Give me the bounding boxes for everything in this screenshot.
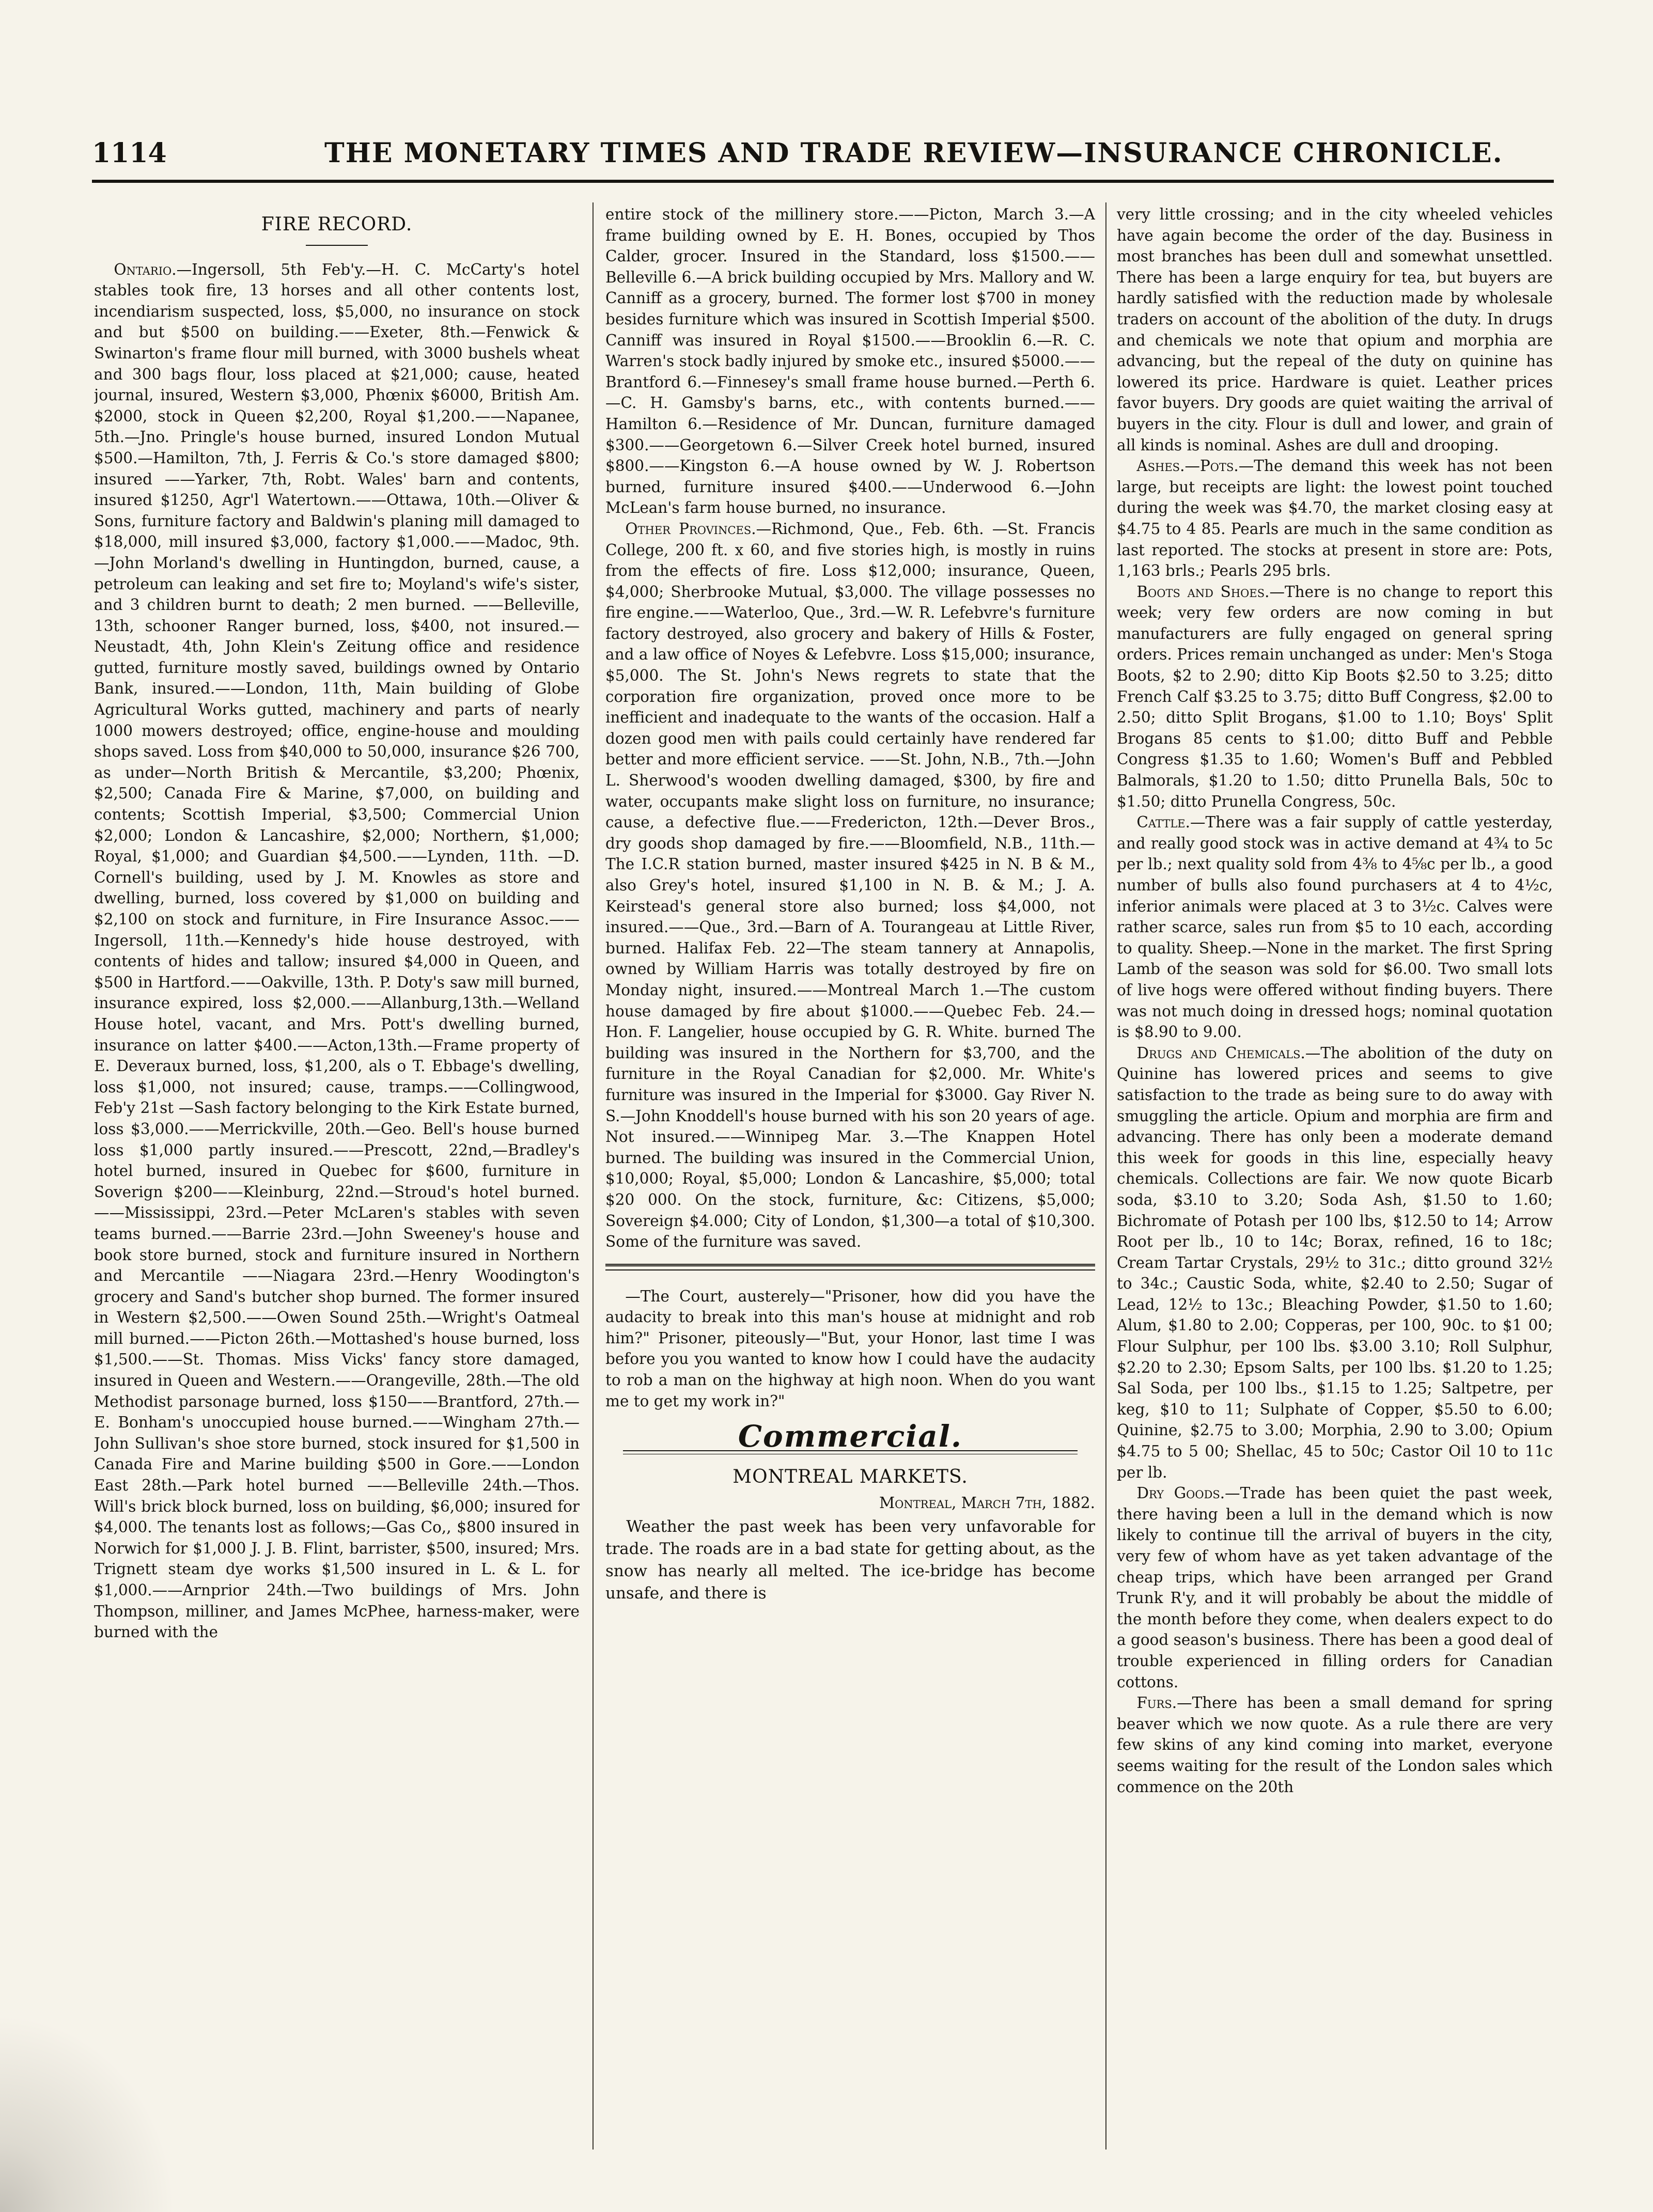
page-header	[92, 133, 1554, 175]
article-paragraph: Weather the past week has been very unfavorable for trade. The roads are in a bad state for getting about, as the snow has nearly all melted. The ice-bridge has become unsafe, and there is	[605, 1517, 1095, 1603]
paragraph-text: —Trade has been quiet the past week, there having been a lull in the demand which is now likely to continue till the arrival of buyers in the city, very few of whom have as yet taken advantage of the cheap trips, which have been arranged per Grand Trunk R'y, and it will probably be about the middle of the month before they come, when dealers expect to do a good season's business. There has been a good deal of trouble experienced in filling orders for Canadian cottons.	[1117, 1484, 1553, 1691]
column-divider	[592, 202, 594, 2150]
market-lead: Drugs and Chemicals.	[1136, 1044, 1305, 1062]
column-fire-record-continued	[605, 204, 1095, 2156]
paragraph-text: —The abolition of the duty on Quinine has lowered prices and seems to give satisfaction to the trade as being sure to do away with smuggling the article. Opium and morphia are firm and advancing. There has only been a moderate demand this week for goods in this line, especially heavy chemicals. Collections are fair. We now quote Bicarb soda, $3.10 to 3.20; Soda Ash, $1.50 to 1.60; Bichromate of Potash per 100 lbs, $12.50 to 14; Arrow Root per lb., 10 to 14c; Borax, refined, 16 to 18c; Cream Tartar Crystals, 29½ to 31c.; ditto ground 32½ to 34c.; Caustic Soda, white, $2.40 to 2.50; Sugar of Lead, 12½ to 13c.; Bleaching Powder, $1.50 to 1.60; Alum, $1.80 to 2.00; Copperas, per 100, 90c. to $1 00; Flour Sulphur, per 100 lbs. $3.00 3.10; Roll Sulphur, $2.20 to 2.30; Epsom Salts, per 100 lbs. $1.20 to 1.25; Sal Soda, per 100 lbs., $1.15 to 1.25; Saltpetre, per keg, $10 to 11; Sulphate of Copper, $5.50 to 6.00; Quinine, $2.75 to 3.00; Morphia, 2.90 to 3.00; Opium $4.75 to 5 00; Shellac, 45 to 50c; Castor Oil 10 to 11c per lb.	[1117, 1044, 1553, 1481]
boots-paragraph	[1117, 582, 1553, 812]
markets-title: MONTREAL MARKETS.	[732, 1466, 968, 1487]
paragraph-text: —There was a fair supply of cattle yesterday, and really good stock was in active demand at 4¾ to 5c per lb.; next quality sold from 4⅜ to 4⅝c per lb., a good number of bulls also found purchasers at 4 to 4½c, inferior animals were placed at 3 to 3½c. Calves were rather scarce, sales run from $5 to 10 each, according to quality. Sheep.—None in the market. The first Spring Lamb of the season was sold for $6.00. Two small lots of live hogs were offered without finding buyers. There was not much doing in dressed hogs; nominal quotation is $8.90 to 9.00.	[1117, 813, 1553, 1041]
drugs-paragraph	[1117, 1043, 1553, 1483]
article-paragraph: very little crossing; and in the city wheeled vehicles have again become the order of the day. Business in most branches has been dull and somewhat unsettled. There has been a large enquiry for tea, but buyers are hardly satisfied with the reduction made by wholesale traders on account of the abolition of the duty. In drugs and chemicals we note that opium and morphia are advancing, but the repeal of the duty on quinine has lowered its price. Hardware is quiet. Leather prices favor buyers. Dry goods are quiet waiting the arrival of buyers in the city. Flour is dull and lower, and grain of all kinds is nominal. Ashes are dull and drooping.	[1117, 206, 1553, 454]
region-lead: Other Provinces.	[625, 520, 756, 538]
column-divider	[1105, 202, 1106, 2150]
page-number: 1114	[92, 137, 167, 169]
commercial-heading: Commercial.	[738, 1419, 963, 1454]
region-lead: Ontario.	[114, 260, 177, 278]
article-paragraph	[605, 519, 1095, 1252]
page-smudge	[0, 2014, 176, 2212]
paragraph-text: —There is no change to report this week; very few orders are now coming in but manufacturers are fully engaged on general spring orders. Prices remain unchanged as under: Men's Stoga Boots, $2 to 2.90; ditto Kip Boots $2.50 to 3.25; ditto French Calf $3.25 to 3.75; ditto Buff Congress, $2.00 to 2.50; ditto Split Brogans, $1.00 to 1.10; Boys' Split Brogans 85 cents to $1.00; ditto Buff and Pebble Congress $1.35 to 1.60; Women's Buff and Pebbled Balmorals, $1.20 to 1.50; ditto Prunella Bals, 50c to $1.50; ditto Prunella Congress, 50c.	[1117, 583, 1553, 810]
ashes-paragraph	[1117, 456, 1553, 582]
market-lead: Furs.	[1136, 1694, 1177, 1712]
article-paragraph: entire stock of the millinery store.——Picton, March 3.—A frame building owned by E. H. Bones, occupied by Thos Calder, grocer. Insured in the Standard, loss $1500.——Belleville 6.—A brick building occupied by Mrs. Mallory and W. Canniff as a grocery, burned. The former lost $700 in money besides furniture which was insured in Scottish Imperial $500. Canniff was insured in Royal $1500.——Brooklin 6.—R. C. Warren's stock badly injured by smoke etc., insured $5000.——Brantford 6.—Finnesey's small frame house burned.—Perth 6.—C. H. Gamsby's barns, etc., with contents burned.——Hamilton 6.—Residence of Mr. Duncan, furniture damaged $300.——Georgetown 6.—Silver Creek hotel burned, insured $800.——Kingston 6.—A house owned by W. J. Robertson burned, furniture insured $400.——Underwood 6.—John McLean's farm house burned, no insurance.	[605, 206, 1095, 517]
double-rule	[605, 1264, 1095, 1270]
header-rule	[92, 180, 1554, 183]
section-title: FIRE RECORD.	[261, 214, 413, 235]
dry-goods-paragraph	[1117, 1483, 1553, 1692]
market-lead: Dry Goods.	[1136, 1484, 1225, 1502]
dateline: Montreal, March 7th, 1882.	[879, 1494, 1095, 1512]
paragraph-text: —The demand this week has not been large, but receipts are light: the lowest point touched during the week was $4.70, the market closing easy at $4.75 to 4 85. Pearls are much in the same condition as last reported. The stocks at present in store are: Pots, 1,163 brls.; Pearls 295 brls.	[1117, 457, 1553, 580]
paragraph-text: —There has been a small demand for spring beaver which we now quote. As a rule there are very few skins of any kind coming into market, everyone seems waiting for the result of the London sales which commence on the 20th	[1117, 1694, 1553, 1796]
anecdote-paragraph: —The Court, austerely—"Prisoner, how did you have the audacity to break into this man's house at midnight and rob him?" Prisoner, piteously—"But, your Honor, last time I was before you you wanted to know how I could have the audacity to rob a man on the highway at high noon. When do you want me to get my work in?"	[605, 1287, 1095, 1410]
market-lead: Boots and Shoes.	[1136, 583, 1270, 601]
paragraph-text: —Richmond, Que., Feb. 6th. —St. Francis College, 200 ft. x 60, and five stories high, is mostly in ruins from the effects of fire. Loss $12,000; insurance, Queen, $4,000; Sherbrooke Mutual, $3,000. The village possesses no fire engine.——Waterloo, Que., 3rd.—W. R. Lefebvre's furniture factory destroyed, also grocery and bakery of Hills & Foster, and a law office of Noyes & Lefebvre. Loss $15,000; insurance, $5,000. The St. John's News regrets to state that the corporation fire organization, proved once more to be inefficient and inadequate to the wants of the occasion. Half a dozen good men with pails could certainly have rendered far better and more efficient service. ——St. John, N.B., 7th.—John L. Sherwood's wooden dwelling damaged, $300, by fire and water, occupants make slight loss on furniture, no insurance; cause, a defective flue.——Fredericton, 12th.—Dever Bros., dry goods shop damaged by fire.——Bloomfield, N.B., 11th.—The I.C.R station burned, master insured $425 in N. B & M., also Grey's hotel, insured $1,100 in N. B. & M.; J. A. Keirstead's general store also burned; loss $4,000, not insured.——Que., 3rd.—Barn of A. Tourangeau at Little River, burned. Halifax Feb. 22—The steam tannery at Annapolis, owned by William Harris was totally destroyed by fire on Monday night, insured.——Montreal March 1.—The custom house damaged by fire about $1000.——Quebec Feb. 24.—Hon. F. Langelier, house occupied by G. R. White. burned The building was insured in the Northern for $3,700, and the furniture in the Royal Canadian for $2,000. Mr. White's furniture was insured in the Imperial for $3000. Gay River N. S.—John Knoddell's house burned with his son 20 years of age. Not insured.——Winnipeg Mar. 3.—The Knappen Hotel burned. The building was insured in the Commercial Union, $10,000; Royal, $5,000; London & Lancashire, $5,000; total $20 000. On the stock, furniture, &c: Citizens, $5,000; Sovereign $4.000; City of London, $1,300—a total of $10,300. Some of the furniture was saved.	[605, 520, 1095, 1251]
paragraph-text: —Ingersoll, 5th Feb'y.—H. C. McCarty's hotel stables took fire, 13 horses and all other contents lost, incendiarism suspected, loss, $5,000, no insurance on stock and but $500 on building.——Exeter, 8th.—Fenwick & Swinarton's frame flour mill burned, with 3000 bushels wheat and 300 bags flour, loss placed at $21,000; cause, heated journal, insured, Western $3,000, Phœnix $6000, British Am. $2000, stock in Queen $2,200, Royal $1,200.——Napanee, 5th.—Jno. Pringle's house burned, insured London Mutual $500.—Hamilton, 7th, J. Ferris & Co.'s store damaged $800; insured ——Yarker, 7th, Robt. Wales' barn and contents, insured $1250, Agr'l Watertown.——Ottawa, 10th.—Oliver & Sons, furniture factory and Baldwin's planing mill damaged to $18,000, mill insured $3,000, factory $1,000.——Madoc, 9th.—John Morland's dwelling in Huntingdon, burned, cause, a petroleum can leaking and set fire to; Moyland's wife's sister, and 3 children burnt to death; 2 men burned. ——Belleville, 13th, schooner Ranger burned, loss, $400, not insured.—Neustadt, 4th, John Klein's Zeitung office and residence gutted, furniture mostly saved, buildings owned by Ontario Bank, insured.——London, 11th, Main building of Globe Agricultural Works gutted, machinery and parts of nearly 1000 mowers destroyed; office, engine-house and moulding shops saved. Loss from $40,000 to 50,000, insurance $26 700, as under—North British & Mercantile, $3,200; Phœnix, $2,500; Canada Fire & Marine, $7,000, on building and contents; Scottish Imperial, $3,500; Commercial Union $2,000; London & Lancashire, $2,000; Northern, $1,000; Royal, $1,000; and Guardian $4,500.——Lynden, 11th. —D. Cornell's building, used by J. M. Knowles as store and dwelling, burned, loss covered by $1,000 on building and $2,100 on stock and furniture, in Fire Insurance Assoc.——Ingersoll, 11th.—Kennedy's hide house destroyed, with contents of hides and tallow; insured $4,000 in Queen, and $500 in Hartford.——Oakville, 13th. P. Doty's saw mill burned, insurance expired, loss $2,000.——Allanburg,13th.—Welland House hotel, vacant, and Mrs. Pott's dwelling burned, insurance on latter $400.——Acton,13th.—Frame property of E. Deveraux burned, loss, $1,200, als o T. Ebbage's dwelling, loss $1,000, not insured; cause, tramps.——Collingwood, Feb'y 21st —Sash factory belonging to the Kirk Estate burned, loss $3,000.——Merrickville, 20th.—Geo. Bell's house burned loss $1,000 partly insured.——Prescott, 22nd,—Bradley's hotel burned, insured in Quebec for $600, furniture in Soverign $200——Kleinburg, 22nd.—Stroud's hotel burned.——Mississippi, 23rd.—Peter McLaren's stables with seven teams burned.——Barrie 23rd.—John Sweeney's house and book store burned, stock and furniture insured in Northern and Mercantile ——Niagara 23rd.—Henry Woodington's grocery and Sand's butcher shop burned. The former insured in Western $2,500.——Owen Sound 25th.—Wright's Oatmeal mill burned.——Picton 26th.—Mottashed's house burned, loss $1,500.——St. Thomas. Miss Vicks' fancy store damaged, insured in Queen and Western.——Orangeville, 28th.—The old Methodist parsonage burned, loss $150——Brantford, 27th.— E. Bonham's unoccupied house burned.——Wingham 27th.—John Sullivan's shoe store burned, stock insured for $1,500 in Canada Fire and Marine building $500 in Gore.——London East 28th.—Park hotel burned ——Belleville 24th.—Thos. Will's brick block burned, loss on building, $6,000; insured for $4,000. The tenants lost as follows;—Gas Co,, $800 insured in Norwich for $1,000 J. J. B. Flint, barrister, $500, insured; Mrs. Trignett steam dye works $1,500 insured in L. & L. for $1,000.——Arnprior 24th.—Two buildings of Mrs. John Thompson, milliner, and James McPhee, harness-maker, were burned with the	[94, 260, 580, 1641]
section-rule	[306, 245, 368, 246]
article-paragraph	[94, 259, 580, 1643]
market-lead: Ashes.—Pots.	[1136, 457, 1239, 475]
cattle-paragraph	[1117, 812, 1553, 1043]
masthead-title: THE MONETARY TIMES AND TRADE REVIEW—INSURANCE CHRONICLE.	[324, 137, 1503, 169]
column-fire-record	[94, 204, 580, 2156]
column-markets	[1117, 204, 1553, 2156]
market-lead: Cattle.	[1136, 813, 1190, 832]
furs-paragraph	[1117, 1692, 1553, 1797]
